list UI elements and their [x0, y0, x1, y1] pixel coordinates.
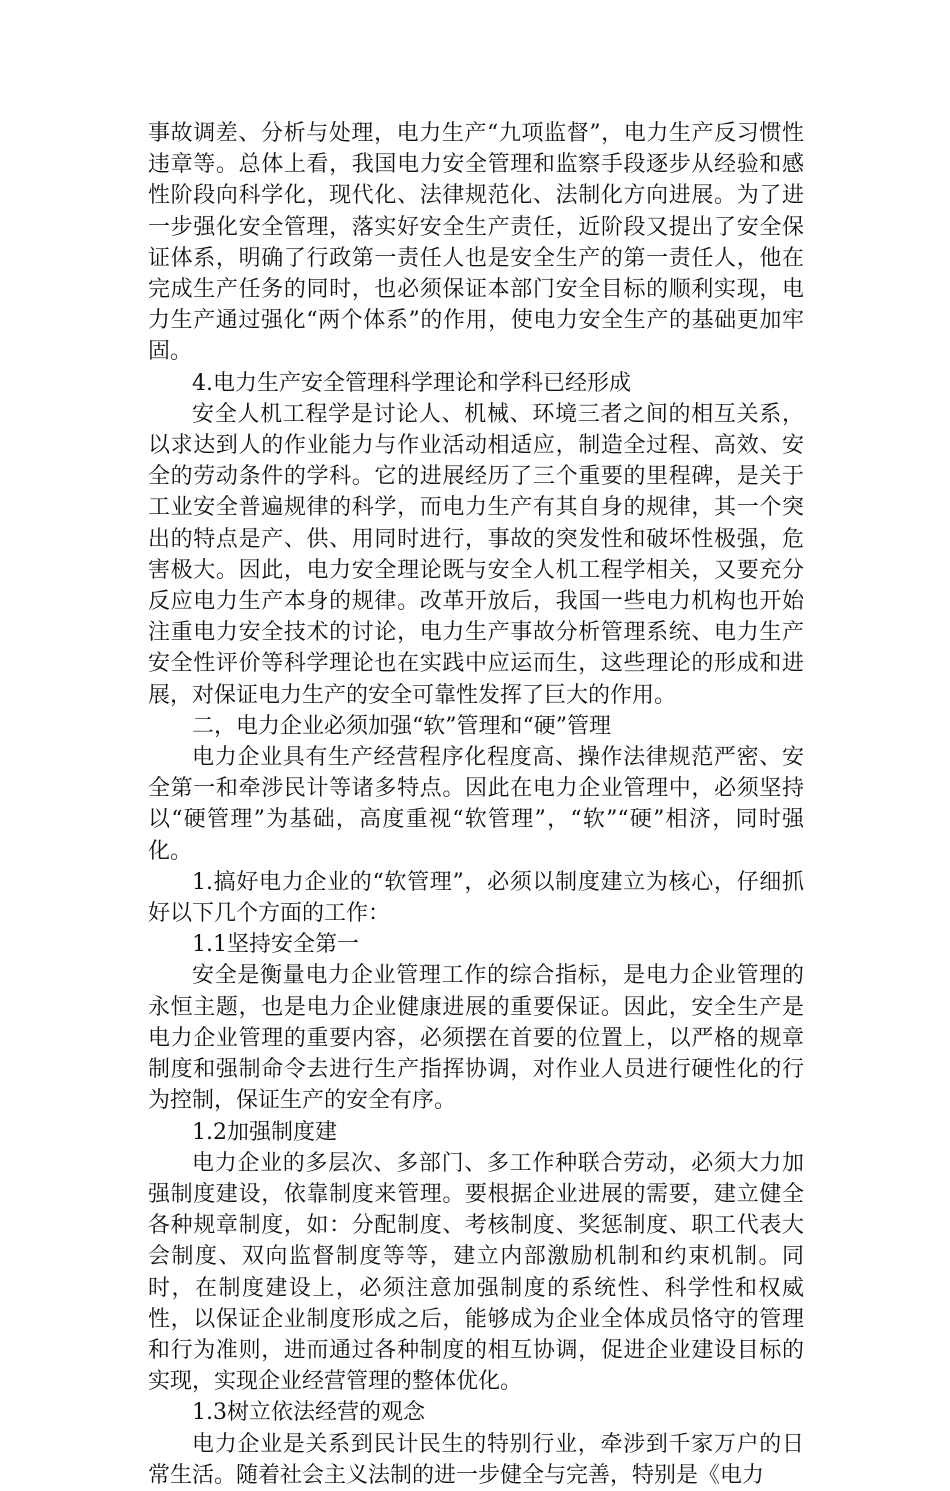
paragraph-soft-management-intro: 1.搞好电力企业的“软管理”，必须以制度建立为核心，仔细抓好以下几个方面的工作：: [148, 869, 804, 927]
paragraph-safety-supervision: 事故调差、分析与处理，电力生产“九项监督”，电力生产反习惯性违章等。总体上看，我国电力安全管理和监察手段逐步从经验和感性阶段向科学化，现代化、法律规范化、法制化方向进展。为了进一步强化安全管理，落实好安全生产责任，近阶段又提出了安全保证体系，明确了行政第一责任人也是安全生产的第一责任人，他在完成生产任务的同时，也必须保证本部门安全目标的顺利实现，电力生产通过强化“两个体系”的作用，使电力安全生产的基础更加牢固。: [148, 121, 804, 365]
paragraph-system-building: 电力企业的多层次、多部门、多工作种联合劳动，必须大力加强制度建设，依靠制度来管理。要根据企业进展的需要，建立健全各种规章制度，如：分配制度、考核制度、奖惩制度、职工代表大会制度、双向监督制度等等，建立内部激励机制和约束机制。同时，在制度建设上，必须注意加强制度的系统性、科学性和权威性，以保证企业制度形成之后，能够成为企业全体成员恪守的管理和行为准则，进而通过各种制度的相互协调，促进企业建设目标的实现，实现企业经营管理的整体优化。: [148, 1150, 804, 1395]
paragraph-ergonomics: 安全人机工程学是讨论人、机械、环境三者之间的相互关系，以求达到人的作业能力与作业活动相适应，制造全过程、高效、安全的劳动条件的学科。它的进展经历了三个重要的里程碑，是关于工业安全普遍规律的科学，而电力生产有其自身的规律，其一个突出的特点是产、供、用同时进行，事故的突发性和破坏性极强，危害极大。因此，电力安全理论既与安全人机工程学相关，又要充分反应电力生产本身的规律。改革开放后，我国一些电力机构也开始注重电力安全技术的讨论，电力生产事故分析管理系统、电力生产安全性评价等科学理论也在实践中应运而生，这些理论的形成和进展，对保证电力生产的安全可靠性发挥了巨大的作用。: [148, 401, 804, 708]
heading-soft-hard-management: 二，电力企业必须加强“软”管理和“硬”管理: [192, 713, 611, 739]
heading-safety-theory: 4.电力生产安全管理科学理论和学科已经形成: [192, 370, 631, 396]
heading-safety-first: 1.1坚持安全第一: [192, 932, 359, 958]
document-body: [148, 118, 804, 1491]
paragraph-enterprise-features: 电力企业具有生产经营程序化程度高、操作法律规范严密、安全第一和牵涉民计等诸多特点。因此在电力企业管理中，必须坚持以“硬管理”为基础，高度重视“软管理”，“软”“硬”相济，同时强化。: [148, 745, 804, 864]
heading-lawful-operation: 1.3树立依法经营的观念: [192, 1400, 425, 1426]
paragraph-safety-first: 安全是衡量电力企业管理工作的综合指标，是电力企业管理的永恒主题，也是电力企业健康进展的重要保证。因此，安全生产是电力企业管理的重要内容，必须摆在首要的位置上，以严格的规章制度和强制命令去进行生产指挥协调，对作业人员进行硬性化的行为控制，保证生产的安全有序。: [148, 963, 804, 1114]
paragraph-lawful-operation: 电力企业是关系到民计民生的特别行业，牵涉到千家万户的日常生活。随着社会主义法制的进一步健全与完善，特别是《电力: [148, 1431, 804, 1488]
heading-system-building: 1.2加强制度建: [192, 1119, 337, 1145]
